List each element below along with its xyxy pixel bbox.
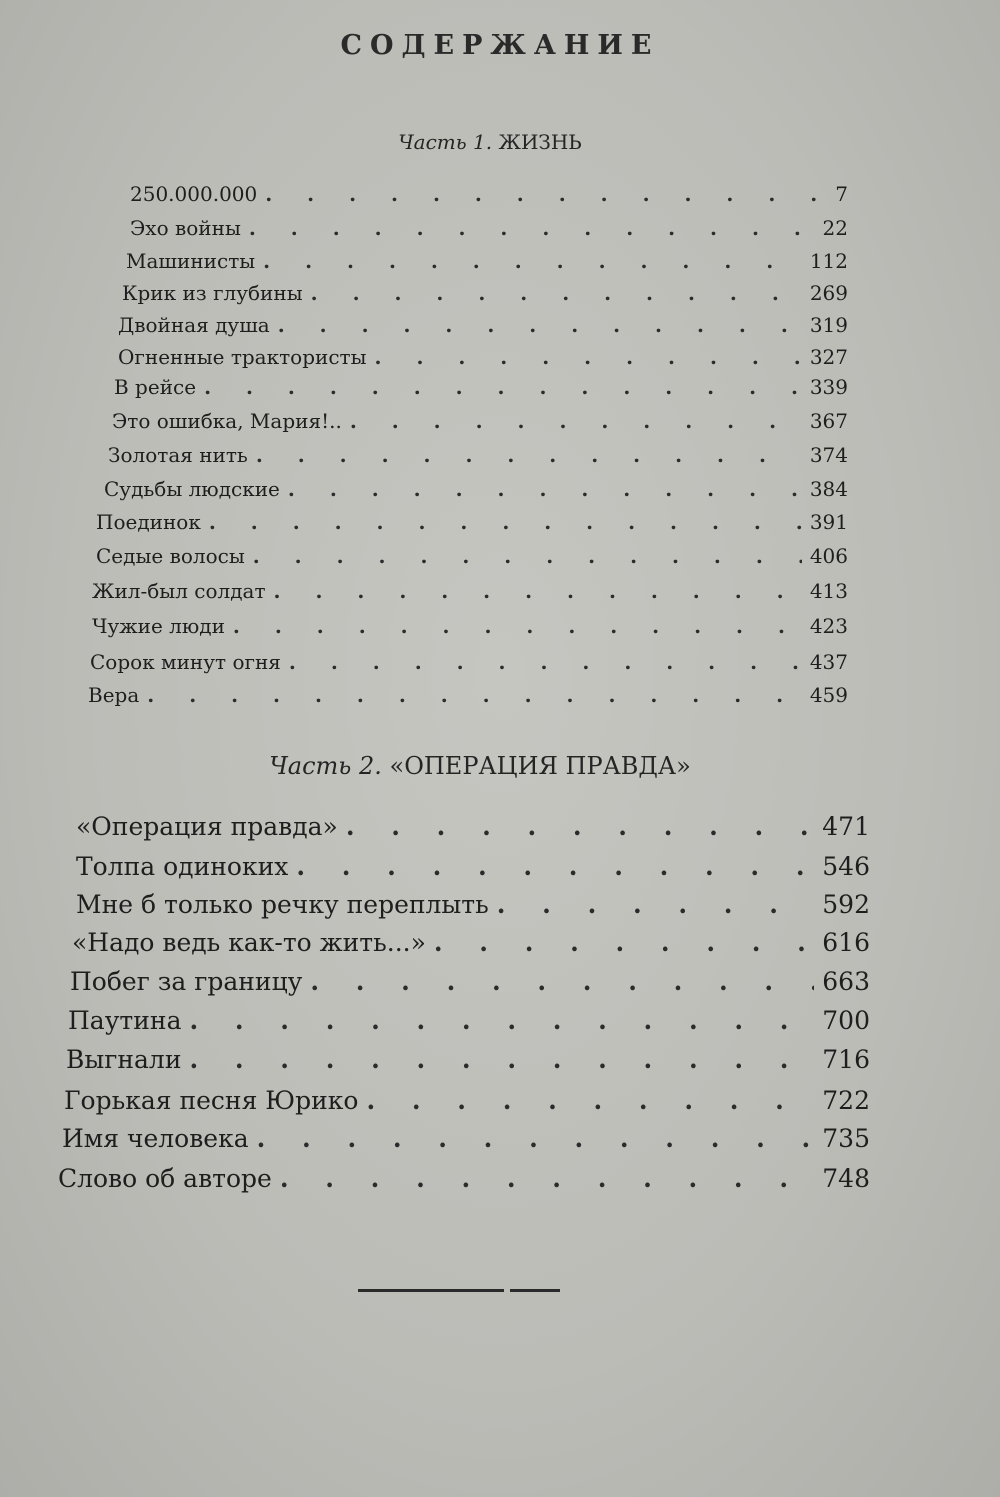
part-1-entry xyxy=(108,443,848,467)
entry-title: «Операция правда» xyxy=(76,812,338,841)
part-1-entry xyxy=(96,544,848,568)
dot-leader xyxy=(289,650,802,674)
part-2-name: «ОПЕРАЦИЯ ПРАВДА» xyxy=(389,752,691,780)
dot-leader xyxy=(209,510,802,534)
entry-title: Огненные трактористы xyxy=(118,345,367,369)
entry-page-number: 22 xyxy=(822,216,848,240)
dot-leader xyxy=(434,928,814,957)
entry-title: Толпа одиноких xyxy=(76,852,289,881)
dot-leader xyxy=(265,182,827,206)
dot-leader xyxy=(249,216,815,240)
entry-title: Сорок минут огня xyxy=(90,650,281,674)
entry-title: Жил-был солдат xyxy=(92,579,266,603)
entry-title: Двойная душа xyxy=(118,313,270,337)
dot-leader xyxy=(253,544,802,568)
entry-title: Чужие люди xyxy=(92,614,225,638)
entry-page-number: 471 xyxy=(822,812,870,841)
part-1-entry xyxy=(114,375,848,399)
part-1-entry xyxy=(118,345,848,369)
entry-page-number: 722 xyxy=(822,1086,870,1115)
part-1-entry xyxy=(130,216,848,240)
entry-page-number: 384 xyxy=(809,477,848,501)
part-1-entry xyxy=(96,510,848,534)
part-2-entry xyxy=(72,928,870,957)
dot-leader xyxy=(375,345,802,369)
entry-page-number: 374 xyxy=(809,443,848,467)
dot-leader xyxy=(280,1164,814,1193)
entry-page-number: 7 xyxy=(835,182,848,206)
part-2-entry xyxy=(76,852,870,881)
entry-title: Седые волосы xyxy=(96,544,245,568)
entry-page-number: 319 xyxy=(809,313,848,337)
dot-leader xyxy=(256,443,802,467)
entry-title: 250.000.000 xyxy=(130,182,258,206)
entry-title: Вера xyxy=(88,683,140,707)
entry-title: В рейсе xyxy=(114,375,197,399)
part-2-entry xyxy=(76,812,870,841)
entry-page-number: 735 xyxy=(822,1124,870,1153)
closing-rule-left xyxy=(358,1289,504,1292)
dot-leader xyxy=(497,890,815,919)
part-2-entry xyxy=(64,1086,870,1115)
entry-page-number: 367 xyxy=(809,409,848,433)
entry-title: Выгнали xyxy=(66,1045,182,1074)
part-1-entry xyxy=(130,182,848,206)
entry-page-number: 663 xyxy=(822,967,870,996)
entry-page-number: 546 xyxy=(822,852,870,881)
dot-leader xyxy=(257,1124,815,1153)
part-2-entry xyxy=(70,967,870,996)
part-1-entry xyxy=(118,313,848,337)
dot-leader xyxy=(147,683,802,707)
dot-leader xyxy=(310,967,814,996)
entry-page-number: 413 xyxy=(809,579,848,603)
entry-title: Слово об авторе xyxy=(58,1164,272,1193)
entry-page-number: 339 xyxy=(809,375,848,399)
entry-page-number: 327 xyxy=(809,345,848,369)
entry-page-number: 716 xyxy=(822,1045,870,1074)
dot-leader xyxy=(189,1006,814,1035)
dot-leader xyxy=(274,579,802,603)
dot-leader xyxy=(204,375,802,399)
entry-title: Машинисты xyxy=(126,249,256,273)
entry-page-number: 391 xyxy=(809,510,848,534)
part-1-entry xyxy=(88,683,848,707)
contents-title: СОДЕРЖАНИЕ xyxy=(340,30,660,61)
entry-page-number: 459 xyxy=(809,683,848,707)
dot-leader xyxy=(311,281,802,305)
entry-title: Поединок xyxy=(96,510,201,534)
closing-rule-right xyxy=(510,1289,560,1292)
entry-page-number: 592 xyxy=(822,890,870,919)
dot-leader xyxy=(263,249,802,273)
entry-title: Судьбы людские xyxy=(104,477,280,501)
dot-leader xyxy=(346,812,814,841)
part-2-entry xyxy=(58,1164,870,1193)
entry-page-number: 112 xyxy=(809,249,848,273)
part-1-name: ЖИЗНЬ xyxy=(498,130,582,154)
part-1-entry xyxy=(112,409,848,433)
dot-leader xyxy=(350,409,802,433)
entry-title: Это ошибка, Мария!.. xyxy=(112,409,342,433)
entry-page-number: 269 xyxy=(809,281,848,305)
part-1-entry xyxy=(90,650,848,674)
entry-title: Эхо войны xyxy=(130,216,241,240)
entry-title: Золотая нить xyxy=(108,443,248,467)
part-1-entry xyxy=(104,477,848,501)
entry-title: Побег за границу xyxy=(70,967,303,996)
dot-leader xyxy=(233,614,802,638)
entry-page-number: 748 xyxy=(822,1164,870,1193)
part-2-entry xyxy=(76,890,870,919)
part-2-entry xyxy=(62,1124,870,1153)
entry-title: «Надо ведь как-то жить...» xyxy=(72,928,426,957)
part-1-entry xyxy=(126,249,848,273)
entry-page-number: 616 xyxy=(822,928,870,957)
part-1-label: Часть 1. xyxy=(398,130,493,154)
dot-leader xyxy=(296,852,814,881)
part-1-entry xyxy=(122,281,848,305)
entry-page-number: 700 xyxy=(822,1006,870,1035)
entry-page-number: 437 xyxy=(809,650,848,674)
part-2-label: Часть 2. xyxy=(269,752,382,780)
entry-page-number: 423 xyxy=(809,614,848,638)
dot-leader xyxy=(189,1045,814,1074)
entry-title: Крик из глубины xyxy=(122,281,303,305)
entry-title: Имя человека xyxy=(62,1124,249,1153)
part-1-entry xyxy=(92,579,848,603)
dot-leader xyxy=(366,1086,814,1115)
dot-leader xyxy=(288,477,802,501)
entry-title: Мне б только речку переплыть xyxy=(76,890,489,919)
part-2-entry xyxy=(68,1006,870,1035)
dot-leader xyxy=(278,313,802,337)
entry-title: Паутина xyxy=(68,1006,182,1035)
part-2-entry xyxy=(66,1045,870,1074)
entry-page-number: 406 xyxy=(809,544,848,568)
part-1-entry xyxy=(92,614,848,638)
entry-title: Горькая песня Юрико xyxy=(64,1086,359,1115)
